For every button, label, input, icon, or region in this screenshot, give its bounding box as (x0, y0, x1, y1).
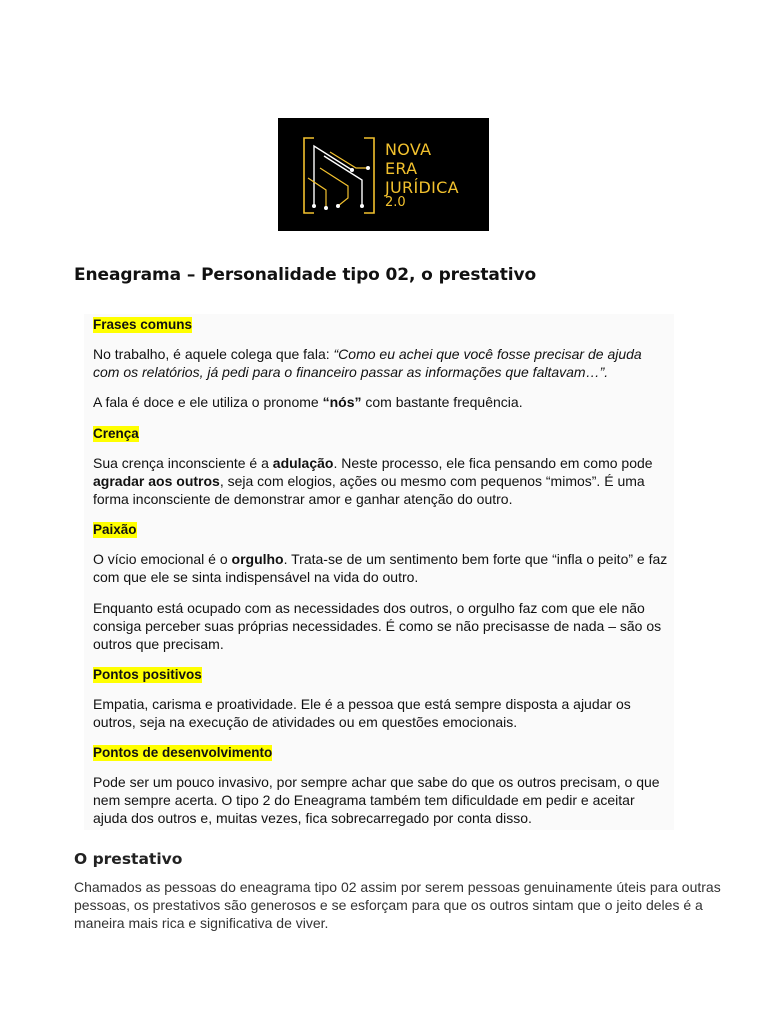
pontos-desenvolvimento-section (93, 744, 668, 762)
crenca-p-bold1: adulação (272, 455, 334, 471)
logo-wordmark (385, 140, 459, 197)
page-title: Eneagrama – Personalidade tipo 02, o prestativo (74, 265, 537, 285)
crenca-p-c: , seja com elogios, ações ou mesmo com pequenos “mimos”. É uma forma inconsciente de demonstrar amor e ganhar atenção do outro. (93, 473, 645, 507)
crenca-paragraph (93, 454, 668, 508)
logo-line-1: NOVA (385, 140, 432, 159)
frases-p1-lead: No trabalho, é aquele colega que fala: (93, 346, 334, 362)
frases-p2-bold: “nós” (322, 394, 362, 410)
pontos-positivos-label: Pontos positivos (93, 667, 202, 682)
paixao-paragraph-2: Enquanto está ocupado com as necessidades dos outros, o orgulho faz com que ele não consiga perceber suas próprias necessidades. É como se não precisasse de nada – são os outros que precisam. (93, 600, 662, 652)
paixao-p1-a: O vício emocional é o (93, 551, 232, 567)
frases-paragraph-1 (93, 345, 668, 381)
pontos-positivos-paragraph: Empatia, carisma e proatividade. Ele é a pessoa que está sempre disposta a ajudar os outros, seja na execução de atividades ou em questões emocionais. (93, 696, 631, 730)
frases-p2-b: com bastante frequência. (361, 394, 523, 410)
quote-block (84, 314, 674, 830)
paixao-section (93, 521, 668, 539)
logo-line-3: JURÍDICA (385, 178, 459, 197)
frases-comuns-label: Frases comuns (93, 317, 193, 332)
crenca-p-a: Sua crença inconsciente é a (93, 455, 273, 471)
frases-comuns-section (93, 316, 668, 334)
frases-p2-a: A fala é doce e ele utiliza o pronome (93, 394, 323, 410)
logo-version: 2.0 (385, 195, 406, 210)
nova-era-juridica-logo (278, 118, 489, 231)
crenca-label: Crença (93, 426, 139, 441)
paixao-p1-bold: orgulho (231, 551, 284, 567)
paixao-p1-b: . Trata-se de um sentimento bem forte que “infla o peito” e faz com que ele se sinta indispensável na vida do outro. (93, 551, 668, 585)
frases-paragraph-2 (93, 393, 668, 411)
prestativo-paragraph: Chamados as pessoas do eneagrama tipo 02 assim por serem pessoas genuinamente úteis para outras pessoas, os prestativos são generosos e se esforçam para que os outros sintam que o jeito deles é a maneira mais rica e significativa de viver. (74, 879, 721, 931)
pontos-desenvolvimento-paragraph: Pode ser um pouco invasivo, por sempre achar que sabe do que os outros precisam, o que nem sempre acerta. O tipo 2 do Eneagrama também tem dificuldade em pedir e aceitar ajuda dos outros e, muitas vezes, fica sobrecarregado por conta disso. (93, 774, 660, 826)
crenca-p-b: . Neste processo, ele fica pensando em como pode (333, 455, 653, 471)
crenca-section (93, 425, 668, 443)
prestativo-heading: O prestativo (74, 850, 183, 868)
paixao-paragraph-1 (93, 550, 668, 586)
pontos-positivos-section (93, 666, 668, 684)
logo-line-2: ERA (385, 159, 418, 178)
crenca-p-bold2: agradar aos outros (93, 473, 220, 489)
pontos-desenvolvimento-label: Pontos de desenvolvimento (93, 745, 273, 760)
frases-p1-quote: “Como eu achei que você fosse precisar de ajuda com os relatórios, já pedi para o financeiro passar as informações que faltavam…”. (93, 346, 642, 380)
paixao-label: Paixão (93, 522, 137, 537)
